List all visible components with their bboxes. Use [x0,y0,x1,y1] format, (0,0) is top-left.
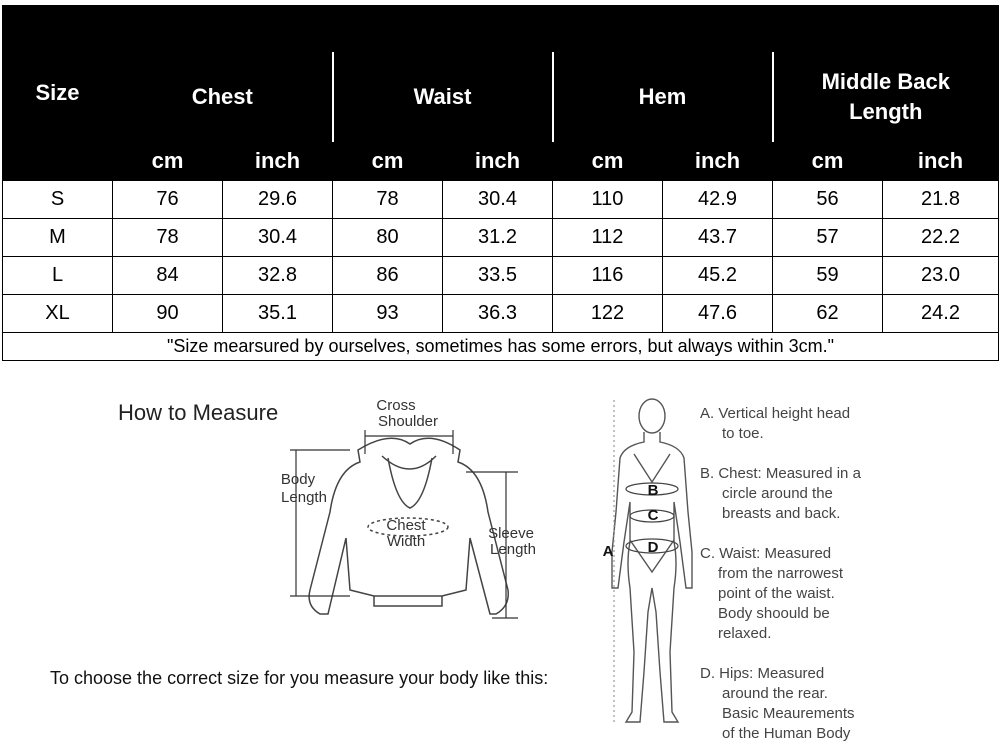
chest-width-label: Chest [386,517,426,534]
step-b-line: circle around the [722,485,833,502]
measurement-steps [700,404,995,744]
choose-size-instruction: To choose the correct size for you measure your body like this: [50,668,549,688]
hem-inch-cell: 42.9 [663,181,773,219]
back-length-inch-cell: 21.8 [883,181,999,219]
hem-inch-cell: 45.2 [663,257,773,295]
size-cell: L [3,257,113,295]
step-c-line: from the narrowest [718,565,844,582]
chest-cm-cell: 76 [113,181,223,219]
chest-inch-cell: 32.8 [223,257,333,295]
step-a-line: to toe. [722,425,764,442]
size-header: Size [3,6,113,181]
table-row [3,181,999,219]
header-top-band [113,6,999,53]
step-c-line: point of the waist. [718,585,835,602]
step-b-line: breasts and back. [722,505,841,522]
how-to-measure-title: How to Measure [118,400,279,425]
header-chest: Chest [113,53,333,142]
waist-inch-cell: 36.3 [443,295,553,333]
chest-cm-cell: 84 [113,257,223,295]
waist-cm-cell: 93 [333,295,443,333]
header-waist: Waist [333,53,553,142]
step-d-line: Basic Meaurements [722,705,855,722]
unit-cm: cm [773,142,883,181]
chest-width-label: Width [386,533,426,550]
body-head [639,399,665,433]
marker-d: D [647,539,659,556]
back-length-cm-cell: 59 [773,257,883,295]
chest-cm-cell: 78 [113,219,223,257]
unit-cm: cm [113,142,223,181]
waist-inch-cell: 33.5 [443,257,553,295]
sleeve-length-label: Length [490,541,536,558]
back-length-inch-cell: 23.0 [883,257,999,295]
hem-cm-cell: 112 [553,219,663,257]
step-d-line: around the rear. [722,685,828,702]
step-d-line: of the Human Body [722,725,851,742]
marker-c: C [647,507,659,524]
step-c-line: C. Waist: Measured [700,545,832,562]
body-measure-diagram [590,392,700,742]
waist-cm-cell: 78 [333,181,443,219]
unit-inch: inch [443,142,553,181]
sleeve-length-label: Sleeve [488,525,534,542]
waist-cm-cell: 86 [333,257,443,295]
marker-a: A [602,543,614,560]
step-a-line: A. Vertical height head [700,405,851,422]
back-length-inch-cell: 24.2 [883,295,999,333]
chest-inch-cell: 29.6 [223,181,333,219]
chest-inch-cell: 35.1 [223,295,333,333]
hem-cm-cell: 122 [553,295,663,333]
hem-cm-cell: 116 [553,257,663,295]
back-length-cm-cell: 57 [773,219,883,257]
unit-inch: inch [883,142,999,181]
hem-cm-cell: 110 [553,181,663,219]
back-length-cm-cell: 62 [773,295,883,333]
chest-inch-cell: 30.4 [223,219,333,257]
cross-shoulder-label: Cross [376,397,416,414]
sweater-hem [374,596,442,606]
step-c-line: Body shoould be [718,605,830,622]
waist-cm-cell: 80 [333,219,443,257]
back-length-cm-cell: 56 [773,181,883,219]
waist-inch-cell: 30.4 [443,181,553,219]
step-b-line: B. Chest: Measured in a [700,465,861,482]
header-hem: Hem [553,53,773,142]
body-length-label: Body [280,471,316,488]
body-length-label: Length [281,489,327,506]
step-c-line: relaxed. [718,625,772,642]
header-middle-back-length: Middle Back Length [773,53,999,142]
step-d-line: D. Hips: Measured [700,665,825,682]
marker-b: B [647,482,659,499]
size-cell: S [3,181,113,219]
size-cell: M [3,219,113,257]
unit-inch: inch [663,142,773,181]
back-length-inch-cell: 22.2 [883,219,999,257]
hem-inch-cell: 47.6 [663,295,773,333]
table-row [3,295,999,333]
unit-inch: inch [223,142,333,181]
body-swimsuit-top [634,454,670,482]
table-row [3,219,999,257]
size-cell: XL [3,295,113,333]
waist-inch-cell: 31.2 [443,219,553,257]
size-chart-table [2,5,999,361]
unit-cm: cm [333,142,443,181]
chest-cm-cell: 90 [113,295,223,333]
measurement-note: "Size mearsured by ourselves, sometimes has some errors, but always within 3cm." [3,333,999,361]
body-outline [612,432,692,722]
cross-shoulder-label: Shoulder [377,413,439,430]
unit-cm: cm [553,142,663,181]
sweater-measure-diagram [270,392,560,642]
table-row [3,257,999,295]
hem-inch-cell: 43.7 [663,219,773,257]
